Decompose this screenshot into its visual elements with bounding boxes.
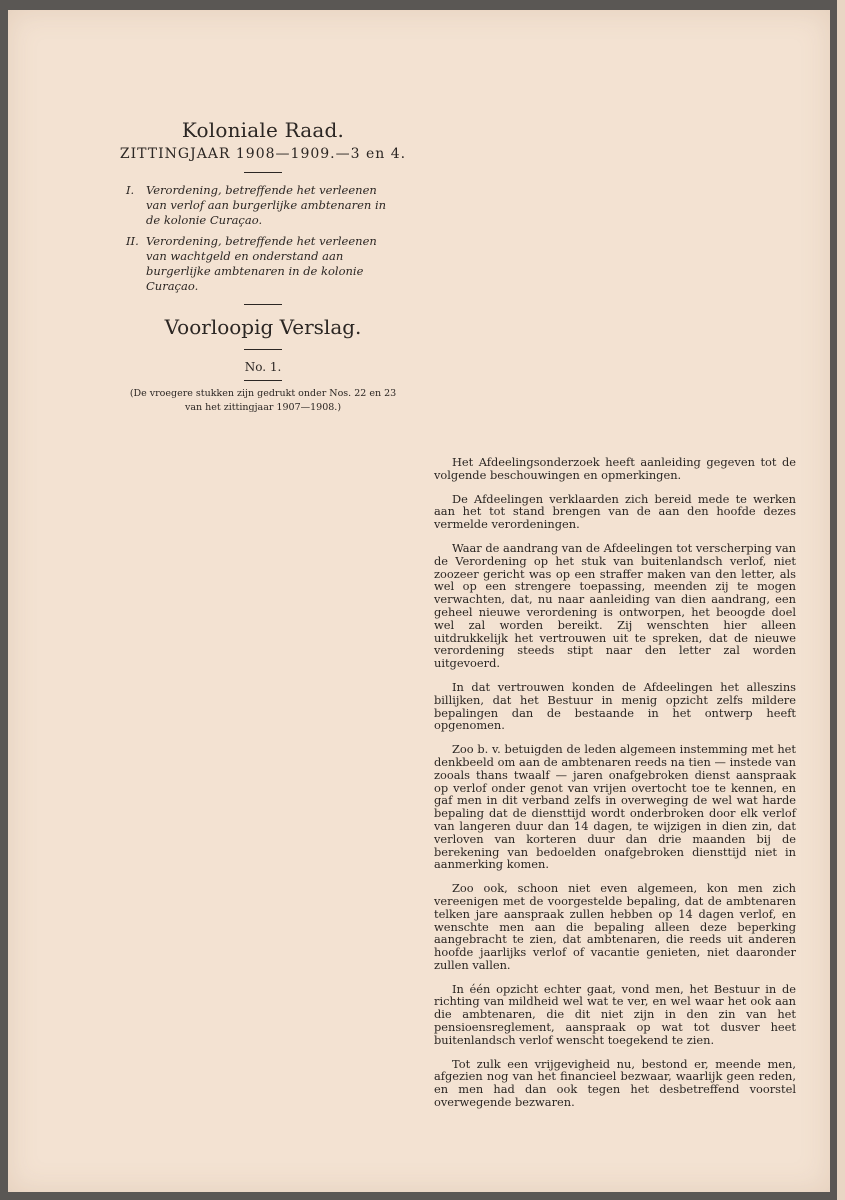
- divider: [244, 380, 282, 381]
- paragraph: Het Afdeelingsonderzoek heeft aanleiding gegeven tot de volgende beschouwingen en opmerkingen.: [434, 455, 796, 482]
- paragraph: In één opzicht echter gaat, vond men, het Bestuur in de richting van mildheid wel wat te ver, en wel waar het ook aan die ambtenaren, die dit niet zijn in den zin van het pensioensreglement, aanspraak op wat tot dusver heet buitenlandsch verlof wenscht toegekend te zien.: [434, 981, 796, 1047]
- header-block: [118, 118, 408, 415]
- ordinance-item: [126, 183, 396, 228]
- paragraph: Waar de aandrang van de Afdeelingen tot verscherping van de Verordening op het stuk van buitenlandsch verlof, niet zoozeer gericht was op een straffer maken van den letter, als wel op een strengere toepassing, meenden zij te mogen verwachten, dat, nu naar aanleiding van dien aandrang, een geheel nieuwe verordening is ontworpen, het beoogde doel wel zal worden bereikt. Zij wenschten hier alleen uitdrukkelijk het vertrouwen uit te spreken, dat de nieuwe verordening steeds stipt naar den letter zal worden uitgevoerd.: [434, 540, 796, 671]
- paragraph: In dat vertrouwen konden de Afdeelingen het alleszins billijken, dat het Bestuur in menig opzicht zelfs mildere bepalingen dan de bestaande in het ontwerp heeft opgenomen.: [434, 679, 796, 733]
- report-number: No. 1.: [244, 360, 282, 374]
- paragraph: Zoo ook, schoon niet even algemeen, kon men zich vereenigen met de voorgestelde bepaling, dat de ambtenaren telken jare aanspraak zullen hebben op 14 dagen verlof, en wenschte men aan die bepaling alleen deze beperking aangebracht te zien, dat ambtenaren, die reeds uit anderen hoofde jaarlijks verlof of vacantie genieten, niet daaronder zullen vallen.: [434, 881, 796, 972]
- session-year: ZITTINGJAAR 1908—1909.—3 en 4.: [119, 146, 407, 162]
- divider: [244, 172, 282, 173]
- ordinance-item: [126, 234, 396, 294]
- report-title: Voorloopig Verslag.: [164, 315, 362, 339]
- council-title: Koloniale Raad.: [181, 118, 345, 142]
- item-number: II.: [126, 234, 139, 248]
- divider: [244, 304, 282, 305]
- paragraph: Tot zulk een vrijgevigheid nu, bestond er, meende men, afgezien nog van het financieel bezwaar, waarlijk geen reden, en men had dan ook tegen het desbetreffend voorstel overwegende bezwaren.: [434, 1056, 796, 1110]
- item-number: I.: [126, 183, 135, 197]
- item-text: Verordening, betreffende het verleenen van wachtgeld en onderstand aan burgerlijke ambtenaren in de kolonie Curaçao.: [146, 234, 377, 293]
- paper-edge: [837, 0, 845, 1200]
- item-text: Verordening, betreffende het verleenen van verlof aan burgerlijke ambtenaren in de kolonie Curaçao.: [146, 183, 387, 227]
- divider: [244, 349, 282, 350]
- paragraph: De Afdeelingen verklaarden zich bereid mede te werken aan het tot stand brengen van de aan den hoofde dezes vermelde verordeningen.: [434, 491, 796, 532]
- reference-note: (De vroegere stukken zijn gedrukt onder Nos. 22 en 23 van het zittingjaar 1907—1908.): [129, 388, 397, 413]
- report-body: [434, 456, 796, 1120]
- paragraph: Zoo b. v. betuigden de leden algemeen instemming met het denkbeeld om aan de ambtenaren reeds na tien — instede van zooals thans twaalf — jaren onafgebroken dienst aanspraak op verlof onder genot van vrijen overtocht toe te kennen, en gaf men in dit verband zelfs in overweging de wel wat harde bepaling dat de diensttijd wordt onderbroken door elk verlof van langeren duur dan 14 dagen, te wijzigen in dien zin, dat verloven van korteren duur dan drie maanden bij de berekening van bedoelden onafgebroken diensttijd niet in aanmerking komen.: [434, 742, 796, 872]
- document-page: [8, 10, 830, 1192]
